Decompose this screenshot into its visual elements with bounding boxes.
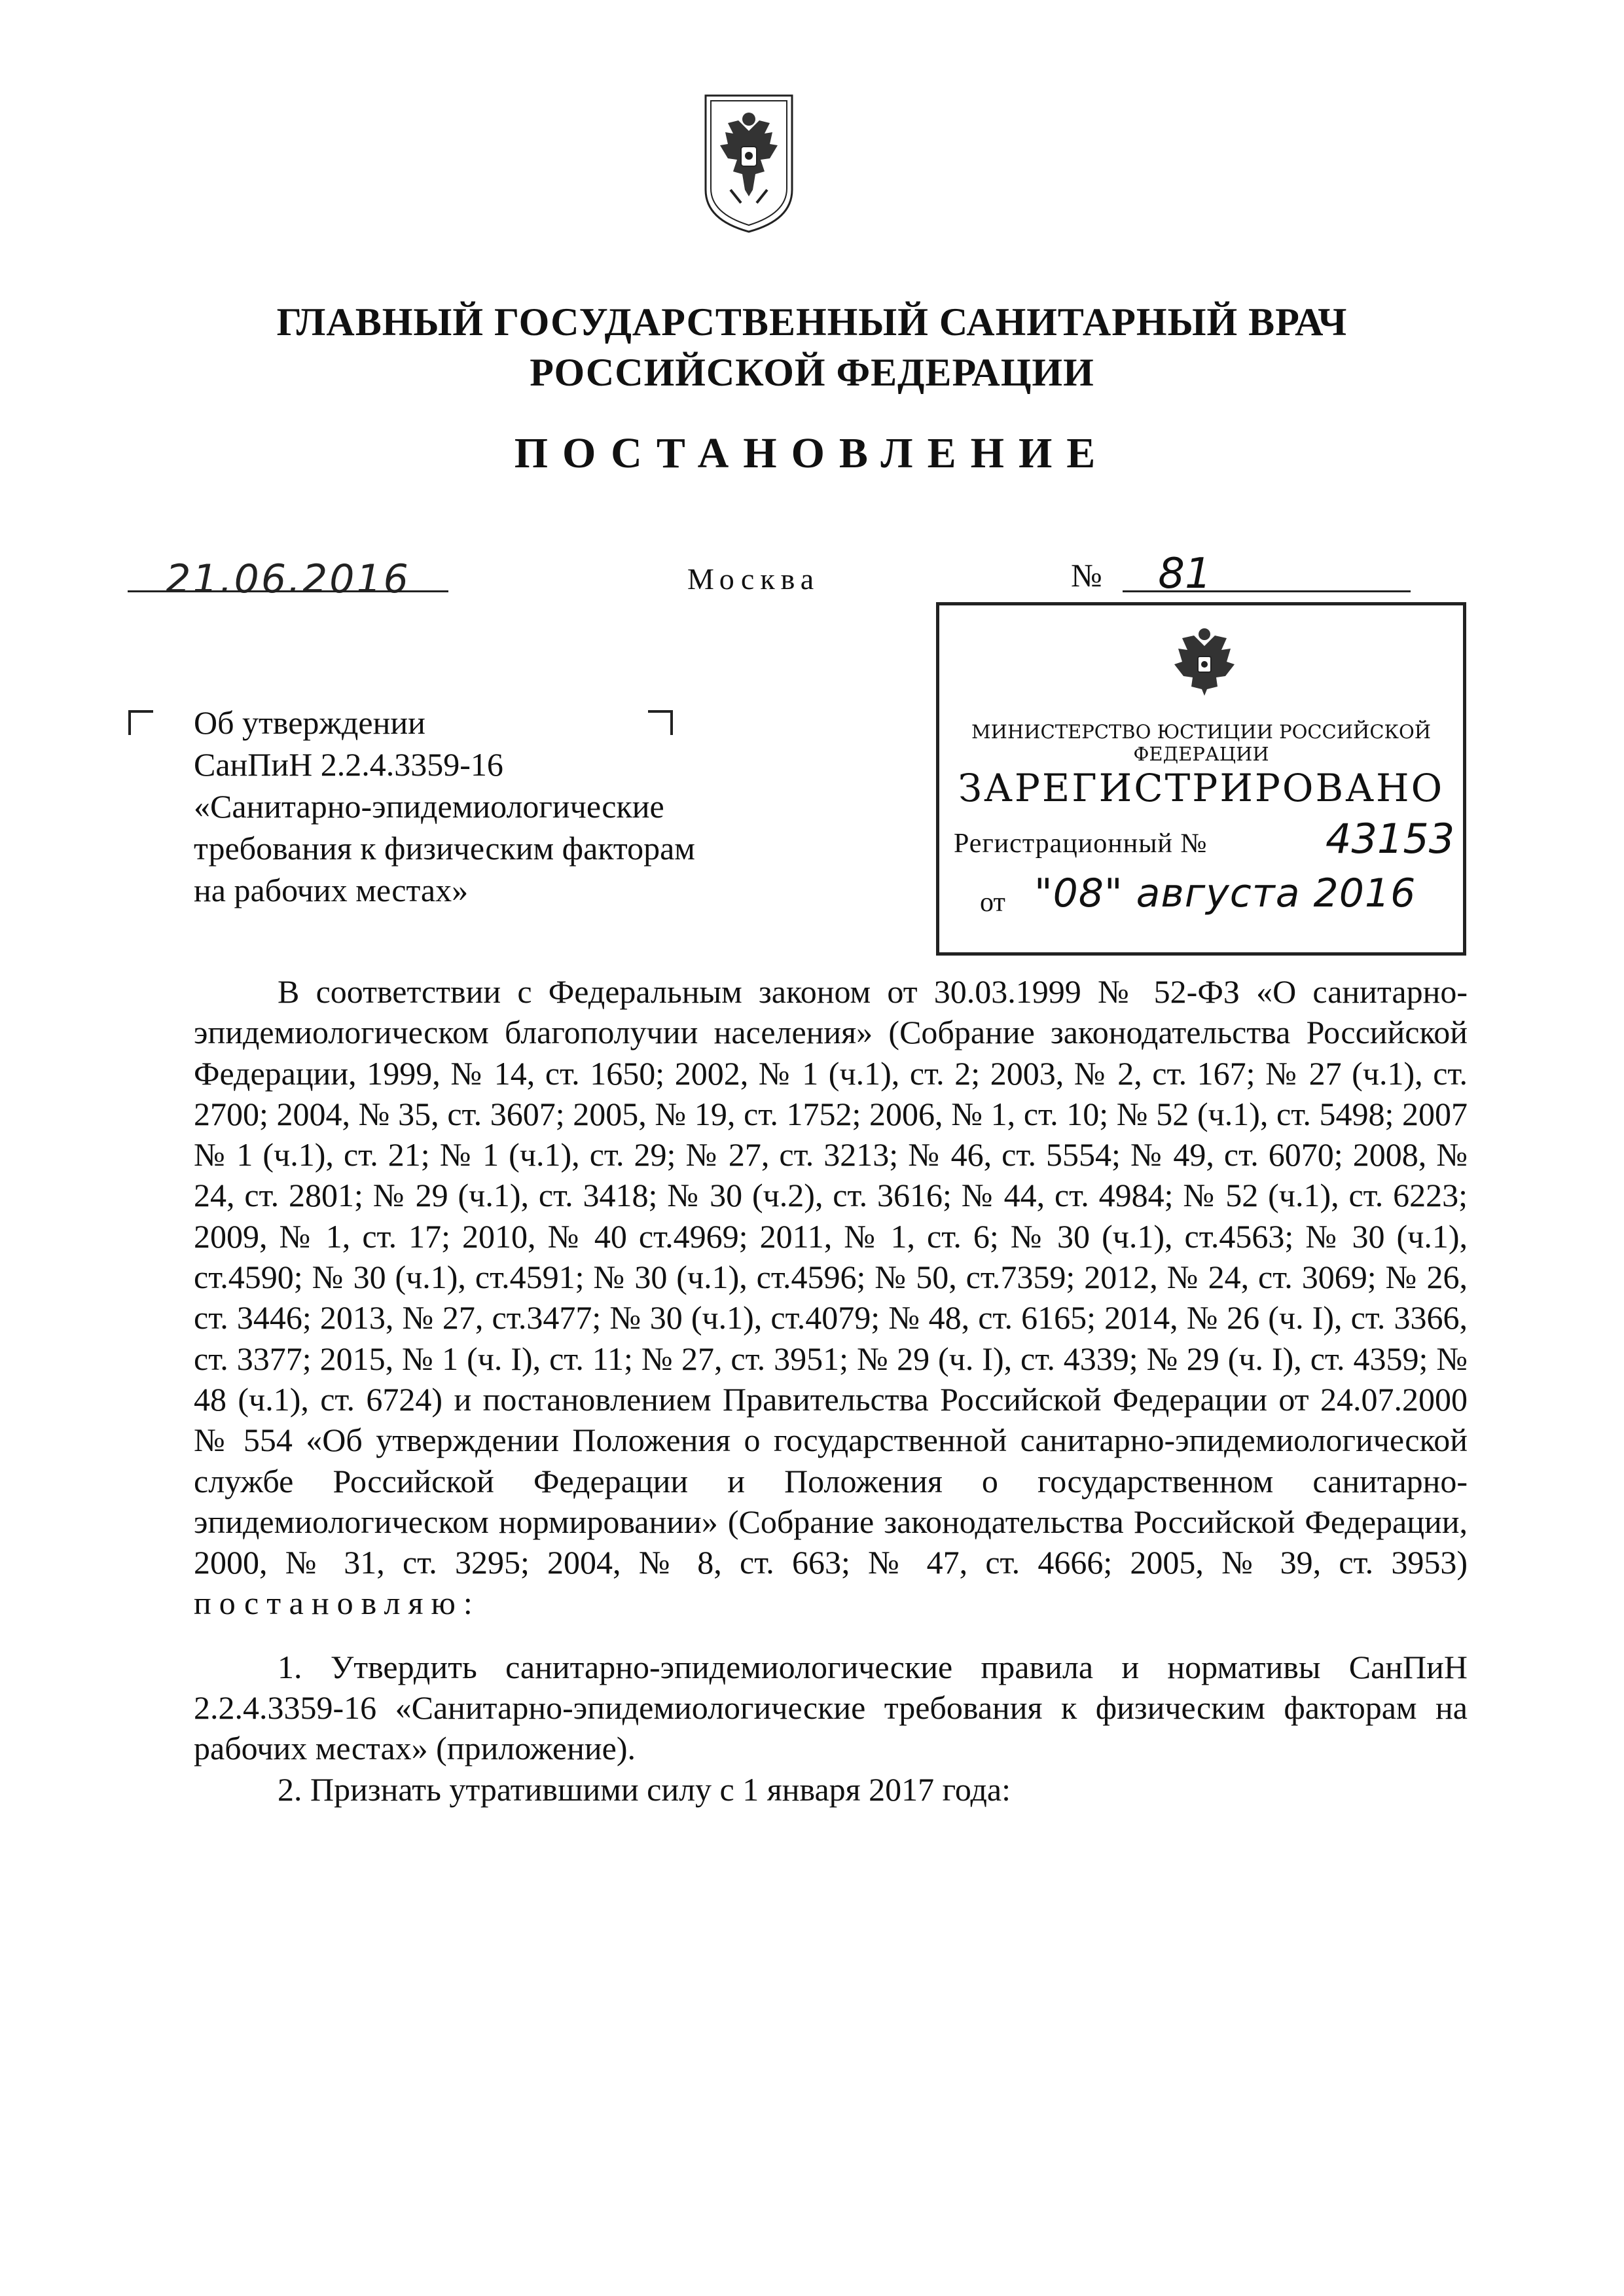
handwritten-date: 21.06.2016	[166, 556, 410, 602]
preamble-text: В соответствии с Федеральным законом от 30.03.1999 № 52-ФЗ «О санитарно-эпидемиологическом благополучии населения» (Собрание законодательства Российской Федерации, 1999, № 14, ст. 1650; 2002, № 1 (ч.1), ст. 2; 2003, № 2, ст. 167; № 27 (ч.1), ст. 2700; 2004, № 35, ст. 3607; 2005, № 19, ст. 1752; 2006, № 1, ст. 10; № 52 (ч.1), ст. 5498; 2007 № 1 (ч.1), ст. 21; № 1 (ч.1), ст. 29; № 27, ст. 3213; № 46, ст. 5554; № 49, ст. 6070; 2008, № 24, ст. 2801; № 29 (ч.1), ст. 3418; № 30 (ч.2), ст. 3616; № 44, ст. 4984; № 52 (ч.1), ст. 6223; 2009, № 1, ст. 17; 2010, № 40 ст.4969; 2011, № 1, ст. 6; № 30 (ч.1), ст.4563; № 30 (ч.1), ст.4590; № 30 (ч.1), ст.4591; № 30 (ч.1), ст.4596; № 50, ст.7359; 2012, № 24, ст. 3069; № 26, ст. 3446; 2013, № 27, ст.3477; № 30 (ч.1), ст.4079; № 48, ст. 6165; 2014, № 26 (ч. I), ст. 3366, ст. 3377; 2015, № 1 (ч. I), ст. 11; № 27, ст. 3951; № 29 (ч. I), ст. 4339; № 29 (ч. I), ст. 4359; № 48 (ч.1), ст. 6724) и постановлением Правительства Российской Федерации от 24.07.2000 № 554 «Об утверждении Положения о государственной санитарно-эпидемиологической службе Российской Федерации и Положения о государственном санитарно-эпидемиологическом нормировании» (Собрание законодательства Российской Федерации, 2000, № 31, ст. 3295; 2004, № 8, ст. 663; № 47, ст. 4666; 2005, № 39, ст. 3953)	[194, 973, 1468, 1581]
document-type-title: ПОСТАНОВЛЕНИЕ	[514, 429, 1110, 477]
subject-bracket-left	[128, 710, 153, 735]
subject-line: требования к физическим факторам	[194, 830, 695, 867]
stamp-registration-number: 43153	[1326, 815, 1455, 863]
resolve-word: постановляю:	[194, 1585, 480, 1622]
subject-line: Об утверждении	[194, 704, 425, 741]
stamp-ministry-name: МИНИСТЕРСТВО ЮСТИЦИИ РОССИЙСКОЙ ФЕДЕРАЦИИ	[971, 721, 1432, 765]
number-sign: №	[1071, 557, 1102, 594]
subject-line: СанПиН 2.2.4.3359-16	[194, 746, 503, 783]
date-underline	[128, 590, 448, 592]
registration-stamp	[936, 602, 1466, 956]
stamp-status: ЗАРЕГИСТРИРОВАНО	[958, 766, 1445, 810]
stamp-from-label: от	[980, 888, 1005, 918]
city-label: Москва	[687, 562, 820, 596]
subject-line: на рабочих местах»	[194, 872, 469, 908]
document-body	[194, 971, 1468, 1810]
document-subject	[194, 702, 695, 911]
issuer-title-line2: РОССИЙСКОЙ ФЕДЕРАЦИИ	[530, 351, 1094, 394]
item-1: 1. Утвердить санитарно-эпидемиологические правила и нормативы СанПиН 2.2.4.3359-16 «Санитарно-эпидемиологические требования к физическим факторам на рабочих местах» (приложение).	[194, 1648, 1468, 1767]
preamble-paragraph	[194, 971, 1468, 1624]
number-underline	[1123, 590, 1411, 592]
issuer-title-line1: ГЛАВНЫЙ ГОСУДАРСТВЕННЫЙ САНИТАРНЫЙ ВРАЧ	[276, 300, 1348, 344]
stamp-registration-label: Регистрационный №	[954, 829, 1208, 859]
subject-line: «Санитарно-эпидемиологические	[194, 788, 664, 825]
stamp-emblem-icon	[1165, 619, 1244, 697]
state-emblem-icon	[702, 92, 796, 236]
handwritten-number: 81	[1158, 550, 1212, 598]
item-2: 2. Признать утратившими силу с 1 января 2017 года:	[278, 1770, 1011, 1808]
stamp-registration-date: "08" августа 2016	[1034, 870, 1416, 916]
